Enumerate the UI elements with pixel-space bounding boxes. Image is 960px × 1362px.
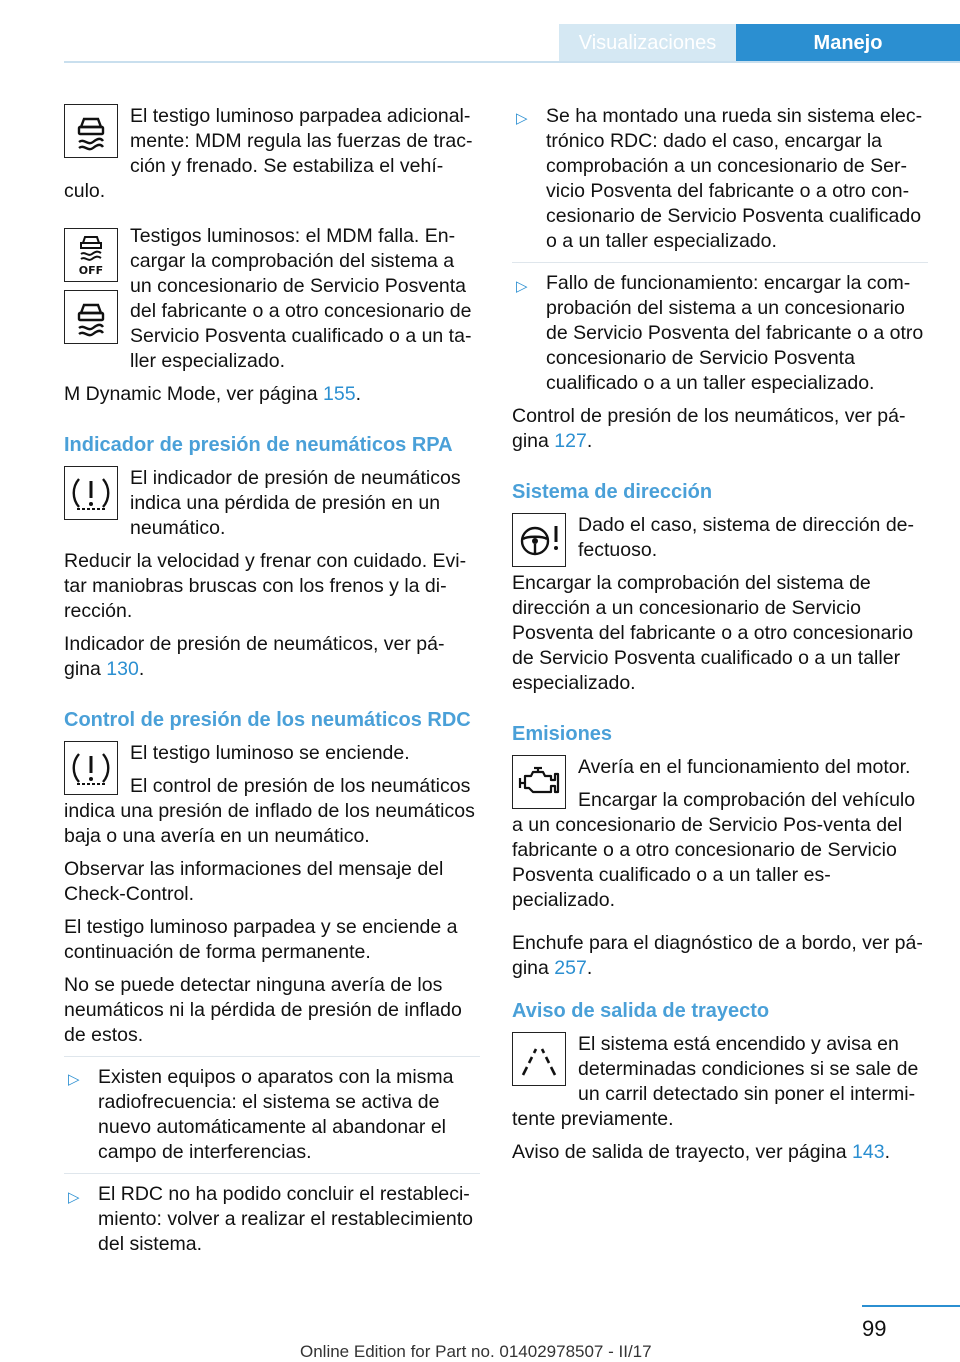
emissions-text-2: Encargar la comprobación del vehículo a un concesionario de Servicio Pos‐venta del fabricante o a otro concesionario de Servicio Posventa cualificado o a un taller es‐pecializado. <box>512 789 916 911</box>
lane-ref: Aviso de salida de trayecto, ver página 143. <box>512 1141 890 1163</box>
list-item-text: El RDC no ha podido concluir el restableci‐miento: volver a realizar el restablecimiento del sistema. <box>98 1183 473 1255</box>
rdc-ref: Control de presión de los neumáticos, ver pá‐gina 127. <box>512 405 906 452</box>
mdm-text-1: El testigo luminoso parpadea adicional‐mente: MDM regula las fuerzas de trac‐ción y frenado. Se estabiliza el vehí‐culo. <box>64 105 473 202</box>
list-item <box>512 262 928 396</box>
heading-lane: Aviso de salida de trayecto <box>512 1000 770 1022</box>
page-number: 99 <box>862 1316 887 1341</box>
rpa-ref: Indicador de presión de neumáticos, ver pá‐gina 130. <box>64 633 445 680</box>
mdm-off-icon <box>64 228 118 282</box>
svg-text:OFF: OFF <box>78 264 104 277</box>
tire-pressure-icon <box>64 466 118 520</box>
bullet-triangle-icon: ▷ <box>516 110 528 127</box>
steering-text-1: Dado el caso, sistema de dirección de‐fectuoso. <box>578 514 915 561</box>
mdm-ref-page-link[interactable]: 155 <box>323 383 356 405</box>
header-tabs <box>559 24 960 62</box>
rdc-text-5: No se puede detectar ninguna avería de los neumáticos ni la pérdida de presión de inflado de estos. <box>64 974 462 1046</box>
divider <box>64 1056 480 1057</box>
rdc-text-2: El control de presión de los neumáticos indica una presión de inflado de los neumáticos baja o una avería en un neumático. <box>64 775 475 847</box>
mdm-ref: M Dynamic Mode, ver página 155. <box>64 383 361 405</box>
bullet-triangle-icon: ▷ <box>516 278 528 295</box>
rdc-bullet-list <box>64 1065 480 1257</box>
list-item <box>64 1065 480 1165</box>
bullet-triangle-icon: ▷ <box>68 1071 80 1088</box>
heading-rdc: Control de presión de los neumáticos RDC <box>64 709 471 731</box>
lane-ref-page-link[interactable]: 143 <box>852 1141 885 1163</box>
rdc-bullet-list-cont <box>512 104 928 396</box>
list-item <box>512 104 928 254</box>
rpa-ref-text: Indicador de presión de neumáticos, ver pá‐gina <box>64 633 445 680</box>
mdm-icon-stack <box>64 228 118 352</box>
rpa-ref-page-link[interactable]: 130 <box>106 658 139 680</box>
rdc-text-1: El testigo luminoso se enciende. <box>130 742 410 764</box>
mdm-text-2: Testigos luminosos: el MDM falla. En‐cargar la comprobación del sistema a un concesionario de Servicio Posventa del fabricante o a otro concesionario de Servicio Posventa cualificado o a un ta‐ller especializado. <box>130 225 472 372</box>
rdc-text-3: Observar las informaciones del mensaje del Check-Control. <box>64 858 444 905</box>
mdm-car-icon <box>64 104 118 158</box>
heading-steering: Sistema de dirección <box>512 481 713 503</box>
tab-manejo[interactable]: Manejo <box>736 24 960 62</box>
list-item <box>64 1173 480 1257</box>
emissions-ref: Enchufe para el diagnóstico de a bordo, ver pá‐gina 257. <box>512 932 923 979</box>
rpa-text-2: Reducir la velocidad y frenar con cuidado. Evi‐tar maniobras bruscas con los frenos y la di‐rección. <box>64 550 467 622</box>
footer-edition: Online Edition for Part no. 01402978507 - II/17 <box>300 1342 652 1361</box>
list-item-text: Se ha montado una rueda sin sistema elec‐trónico RDC: dado el caso, encargar la comprobación a un concesionario de Ser‐vicio Posventa del fabricante o a otro con‐cesionario de Servicio Posventa cualificado o a un taller especializado. <box>546 105 923 252</box>
engine-icon <box>512 755 566 809</box>
lane-text-1: El sistema está encendido y avisa en determinadas condiciones si se sale de un carril detectado sin poner el intermi‐tente previamente. <box>512 1033 919 1130</box>
rdc-text-4: El testigo luminoso parpadea y se enciende a continuación de forma permanente. <box>64 916 458 963</box>
mdm-ref-text: M Dynamic Mode, ver página <box>64 383 324 405</box>
tab-visualizaciones[interactable]: Visualizaciones <box>559 24 736 62</box>
footer-rule <box>862 1305 960 1307</box>
rdc-ref-page-link[interactable]: 127 <box>554 430 587 452</box>
left-column <box>64 104 480 1265</box>
heading-rpa: Indicador de presión de neumáticos RPA <box>64 434 453 456</box>
rpa-text-1: El indicador de presión de neumáticos indica una pérdida de presión en un neumático. <box>130 467 461 539</box>
list-item-text: Fallo de funcionamiento: encargar la com‐probación del sistema a un concesionario de Servicio Posventa del fabricante o a otro concesionario de Servicio Posventa cualificado o a un taller especializado. <box>546 272 924 394</box>
list-item-text: Existen equipos o aparatos con la misma radiofrecuencia: el sistema se activa de nuevo automáticamente al abandonar el campo de interferencias. <box>98 1066 454 1163</box>
rdc-ref-text: Control de presión de los neumáticos, ver pá‐gina <box>512 405 906 452</box>
emissions-ref-text: Enchufe para el diagnóstico de a bordo, ver pá‐gina <box>512 932 923 979</box>
emissions-ref-page-link[interactable]: 257 <box>554 957 587 979</box>
lane-ref-text: Aviso de salida de trayecto, ver página <box>512 1141 853 1163</box>
right-column <box>512 104 928 1173</box>
steering-wheel-warning-icon <box>512 513 566 567</box>
emissions-text-1: Avería en el funcionamiento del motor. <box>578 756 911 778</box>
header-rule <box>64 61 960 63</box>
steering-text-2: Encargar la comprobación del sistema de dirección a un concesionario de Servicio Posventa del fabricante o a otro concesionario de Servicio Posventa cualificado o a un taller especializado. <box>512 572 914 694</box>
tire-pressure-icon-rdc <box>64 741 118 795</box>
mdm-car-icon-2 <box>64 290 118 344</box>
heading-emissions: Emisiones <box>512 723 613 745</box>
lane-departure-icon <box>512 1032 566 1086</box>
bullet-triangle-icon: ▷ <box>68 1189 80 1206</box>
